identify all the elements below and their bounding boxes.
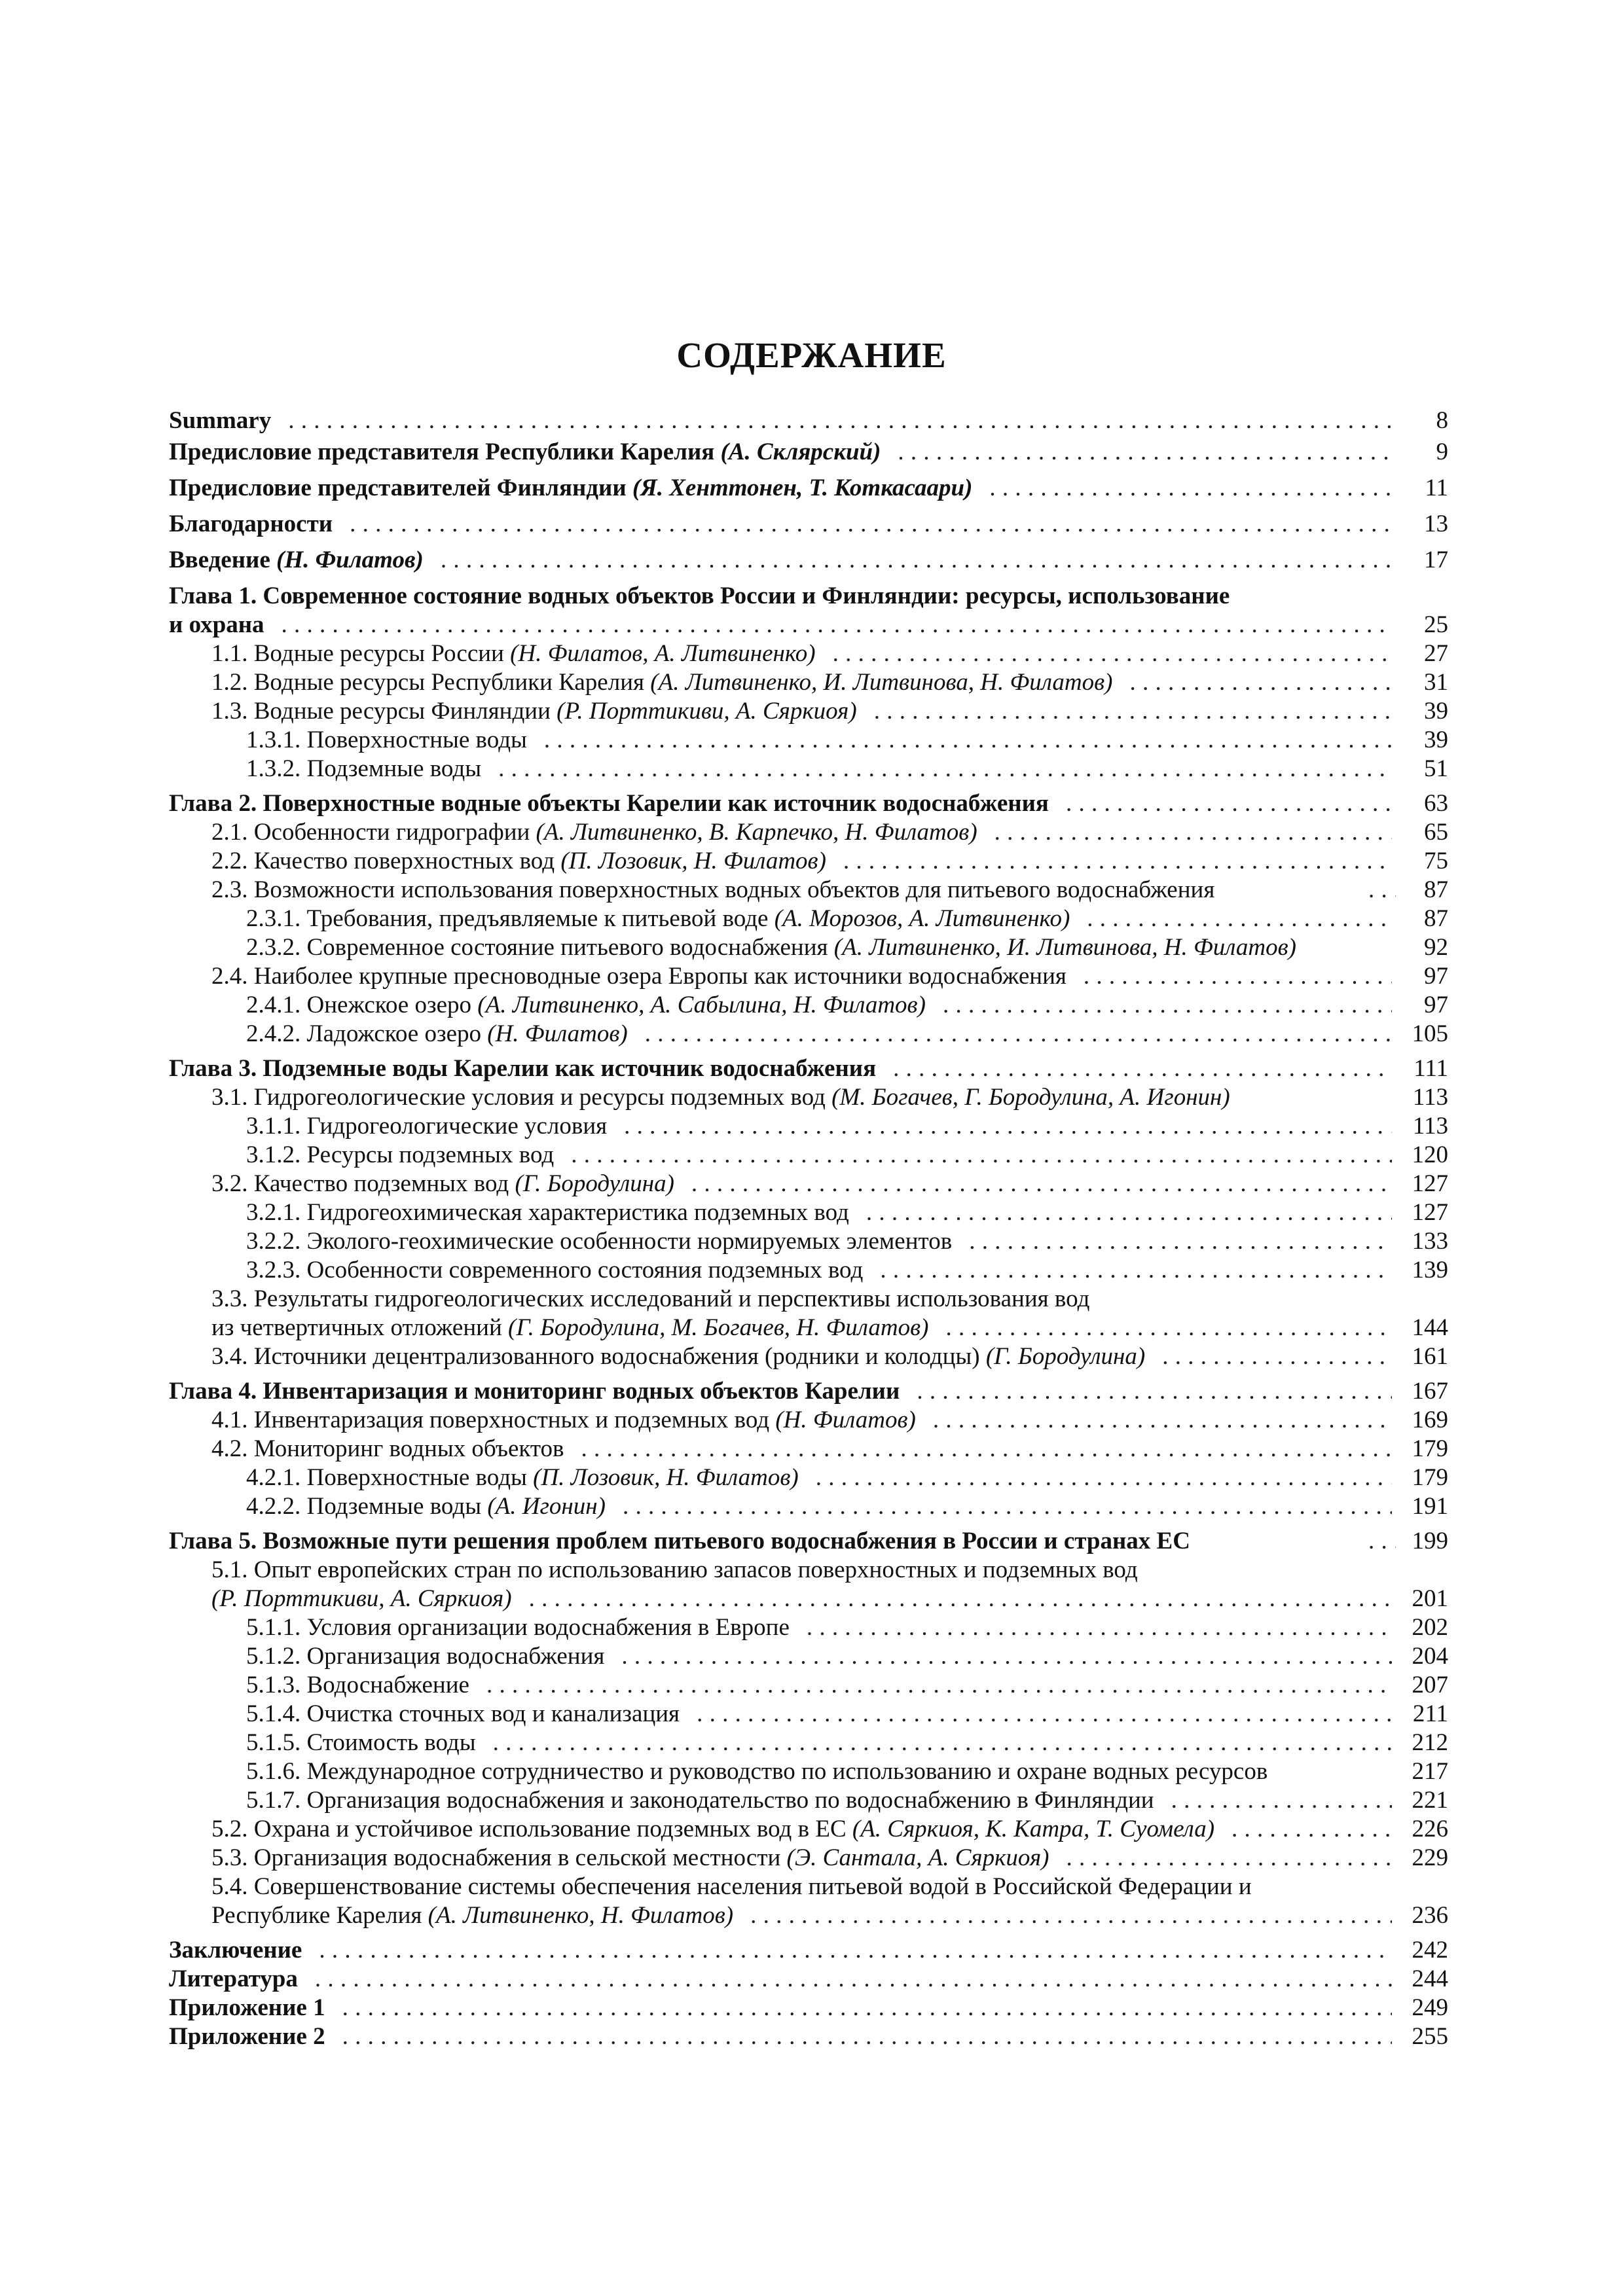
toc-entry-page: 51	[1424, 755, 1448, 782]
toc-entry-label: Глава 3. Подземные воды Карелии как источник водоснабжения	[169, 1055, 877, 1082]
toc-entry-title	[211, 1872, 1252, 1901]
toc-entry-title	[246, 1728, 476, 1757]
toc-entry-page: 217	[1412, 1758, 1448, 1785]
toc-entry-page: 113	[1412, 1084, 1448, 1111]
toc-entry[interactable]	[169, 961, 1448, 991]
toc-entry[interactable]	[169, 1993, 1448, 2022]
toc-entry-page: 229	[1412, 1844, 1448, 1871]
toc-entry-title	[246, 1492, 606, 1521]
toc-entry[interactable]	[169, 1342, 1448, 1371]
toc-entry-page: 111	[1413, 1055, 1448, 1082]
dot-leader	[1066, 1843, 1392, 1873]
toc-entry-label: 5.1.6. Международное сотрудничество и руководство по использованию и охране водных ресурсов	[246, 1758, 1268, 1785]
dot-leader	[1084, 961, 1392, 991]
toc-entry-page: 201	[1412, 1585, 1448, 1612]
dot-leader	[621, 1641, 1392, 1671]
toc-entry-label: 3.2.1. Гидрогеохимическая характеристика подземных вод	[246, 1199, 849, 1226]
toc-entry-authors: (Н. Филатов)	[775, 1407, 916, 1433]
toc-entry-label: 5.3. Организация водоснабжения в сельской местности	[211, 1844, 781, 1871]
toc-entry-title	[211, 1814, 1214, 1844]
toc-entry-page: 236	[1412, 1902, 1448, 1929]
toc-entry-label: из четвертичных отложений	[211, 1314, 502, 1341]
toc-entry[interactable]	[169, 1083, 1448, 1112]
page-title: СОДЕРЖАНИЕ	[676, 335, 947, 375]
toc-entry-authors: (Р. Порттикиви, А. Сяркиоя)	[556, 698, 857, 725]
toc-entry-page: 27	[1424, 640, 1448, 667]
toc-entry-page: 226	[1412, 1816, 1448, 1842]
toc-entry-page: 144	[1412, 1314, 1448, 1341]
toc-entry-title	[246, 1641, 604, 1671]
toc-entry[interactable]	[169, 437, 1448, 467]
dot-leader	[893, 1054, 1392, 1083]
toc-entry-title	[246, 1255, 863, 1285]
toc-entry[interactable]	[169, 1843, 1448, 1873]
toc-entry-page: 31	[1424, 669, 1448, 696]
toc-entry-authors: (Я. Хенттонен, Т. Коткасаари)	[632, 475, 973, 501]
table-of-contents	[169, 0, 1448, 2296]
toc-entry-title	[211, 961, 1067, 991]
toc-entry-page: 65	[1424, 819, 1448, 846]
toc-entry-page: 191	[1412, 1493, 1448, 1520]
toc-entry[interactable]	[169, 1198, 1448, 1227]
toc-entry[interactable]	[169, 1169, 1448, 1198]
toc-entry[interactable]	[169, 1699, 1448, 1729]
toc-entry-title	[169, 1376, 900, 1406]
toc-entry[interactable]	[169, 509, 1448, 539]
toc-entry-label: Summary	[169, 407, 272, 434]
toc-entry-title	[246, 1111, 607, 1141]
toc-entry-page: 202	[1412, 1614, 1448, 1641]
dot-leader	[833, 639, 1392, 668]
toc-entry-label: 4.1. Инвентаризация поверхностных и подземных вод	[211, 1407, 770, 1433]
toc-entry-page: 139	[1412, 1257, 1448, 1283]
toc-entry-title	[211, 668, 1112, 697]
toc-entry-page: 39	[1424, 726, 1448, 753]
toc-entry-label: 2.4.2. Ладожское озеро	[246, 1020, 481, 1047]
toc-entry-page: 169	[1412, 1407, 1448, 1433]
toc-entry-title	[169, 1054, 876, 1083]
toc-entry-page: 105	[1412, 1020, 1448, 1047]
toc-entry-label: 3.1.1. Гидрогеологические условия	[246, 1113, 608, 1139]
toc-entry-page: 75	[1424, 848, 1448, 874]
toc-entry-authors: (А. Игонин)	[487, 1493, 606, 1520]
toc-entry-authors: (Э. Сантала, А. Сяркиоя)	[786, 1844, 1049, 1871]
toc-entry-label: 3.4. Источники децентрализованного водоснабжения (родники и колодцы)	[211, 1343, 980, 1370]
toc-entry-label: 5.1.2. Организация водоснабжения	[246, 1643, 605, 1670]
toc-entry[interactable]	[169, 1463, 1448, 1492]
toc-entry[interactable]	[169, 1434, 1448, 1463]
toc-entry[interactable]	[169, 473, 1448, 503]
toc-entry-title	[246, 1670, 469, 1700]
toc-entry-page: 242	[1412, 1937, 1448, 1964]
toc-entry-title	[169, 2022, 325, 2051]
toc-entry-label: 3.2.3. Особенности современного состояния подземных вод	[246, 1257, 864, 1283]
toc-entry-page: 204	[1412, 1643, 1448, 1670]
dot-leader	[994, 817, 1392, 847]
toc-entry-title	[246, 904, 1070, 933]
toc-entry-title	[211, 1901, 733, 1930]
dot-leader	[624, 1111, 1392, 1141]
toc-entry-title	[211, 1169, 674, 1198]
toc-entry-page: 127	[1412, 1199, 1448, 1226]
toc-entry-title	[246, 725, 527, 755]
toc-entry-page: 133	[1412, 1228, 1448, 1255]
toc-entry[interactable]	[169, 1111, 1448, 1141]
toc-entry-label: 5.1.1. Условия организации водоснабжения в Европе	[246, 1614, 790, 1641]
toc-entry-label: 3.1.2. Ресурсы подземных вод	[246, 1141, 555, 1168]
toc-entry-title	[211, 1584, 512, 1613]
toc-entry-label: 2.4. Наиболее крупные пресноводные озера Европы как источники водоснабжения	[211, 963, 1067, 990]
toc-entry[interactable]	[169, 610, 1448, 639]
toc-entry-title	[211, 1405, 916, 1435]
toc-entry-label: Приложение 2	[169, 2023, 325, 2050]
toc-entry-label: 2.3.1. Требования, предъявляемые к питьевой воде	[246, 905, 769, 932]
toc-entry[interactable]	[169, 2022, 1448, 2051]
toc-entry[interactable]	[169, 817, 1448, 847]
toc-entry-page: 39	[1424, 698, 1448, 725]
toc-entry-label: 3.2.2. Эколого-геохимические особенности нормируемых элементов	[246, 1228, 953, 1255]
toc-entry-title	[211, 696, 857, 726]
toc-entry-authors: (Г. Бородулина)	[515, 1170, 674, 1197]
toc-entry-title	[211, 875, 1214, 905]
toc-entry-title	[246, 1019, 628, 1049]
toc-entry-label: 5.4. Совершенствование системы обеспечения населения питьевой водой в Российской Федерации и	[211, 1873, 1252, 1900]
dot-leader	[969, 1227, 1392, 1256]
dot-leader	[691, 1169, 1392, 1198]
toc-entry-page: 25	[1424, 611, 1448, 638]
toc-entry-authors: (А. Литвиненко, И. Литвинова, Н. Филатов)	[650, 669, 1113, 696]
toc-entry[interactable]	[169, 904, 1448, 933]
toc-entry-label: 1.1. Водные ресурсы России	[211, 640, 504, 667]
toc-entry-label: Глава 4. Инвентаризация и мониторинг водных объектов Карелии	[169, 1378, 900, 1405]
toc-entry[interactable]	[169, 846, 1448, 876]
toc-entry-page: 13	[1424, 511, 1448, 537]
toc-entry[interactable]	[169, 668, 1448, 697]
toc-entry-page: 97	[1424, 963, 1448, 990]
toc-entry-title	[211, 1284, 1089, 1314]
dot-leader	[623, 1492, 1392, 1521]
dot-leader	[898, 437, 1392, 467]
toc-entry-label: 1.3.2. Подземные воды	[246, 755, 482, 782]
toc-entry-label: 4.2.2. Подземные воды	[246, 1493, 482, 1520]
toc-entry[interactable]	[169, 1757, 1448, 1786]
toc-entry-authors: (П. Лозовик, Н. Филатов)	[560, 848, 826, 874]
toc-entry-page: 11	[1425, 475, 1448, 501]
toc-entry-title	[246, 1140, 554, 1170]
toc-entry[interactable]	[169, 639, 1448, 668]
toc-entry-title	[211, 1342, 1145, 1371]
toc-entry-title	[246, 1463, 799, 1492]
toc-entry-title	[246, 1613, 790, 1642]
toc-entry-page: 255	[1412, 2023, 1448, 2050]
toc-entry-label: Введение	[169, 547, 270, 573]
toc-entry-authors: (А. Литвиненко, Н. Филатов)	[428, 1902, 734, 1929]
toc-entry-page: 212	[1412, 1729, 1448, 1756]
toc-entry-label: 1.3. Водные ресурсы Финляндии	[211, 698, 551, 725]
toc-entry-label: 2.4.1. Онежское озеро	[246, 992, 472, 1018]
toc-entry-authors: (Г. Бородулина, М. Богачев, Н. Филатов)	[508, 1314, 929, 1341]
toc-entry-title	[246, 754, 481, 783]
toc-entry-page: 249	[1412, 1994, 1448, 2021]
dot-leader	[1162, 1342, 1392, 1371]
toc-entry-label: 1.2. Водные ресурсы Республики Карелия	[211, 669, 645, 696]
dot-leader	[645, 1019, 1392, 1049]
toc-entry[interactable]	[169, 1814, 1448, 1844]
dot-leader	[350, 509, 1392, 539]
toc-entry[interactable]	[169, 1227, 1448, 1256]
toc-entry[interactable]	[169, 545, 1448, 575]
toc-entry-title	[246, 1785, 1154, 1815]
toc-entry-page: 17	[1424, 547, 1448, 573]
toc-entry[interactable]	[169, 1641, 1448, 1671]
dot-leader	[441, 545, 1392, 575]
toc-entry[interactable]	[169, 696, 1448, 726]
dot-leader	[493, 1728, 1392, 1757]
toc-entry-page: 97	[1424, 992, 1448, 1018]
toc-entry-label: 2.3.2. Современное состояние питьевого водоснабжения	[246, 934, 828, 961]
toc-entry-title	[211, 817, 977, 847]
toc-entry[interactable]	[169, 1284, 1448, 1314]
toc-entry-title	[211, 1555, 1138, 1585]
toc-entry-label: Глава 2. Поверхностные водные объекты Карелии как источник водоснабжения	[169, 790, 1049, 817]
toc-entry-authors: (П. Лозовик, Н. Филатов)	[533, 1464, 799, 1491]
dot-leader	[874, 696, 1392, 726]
dot-leader	[315, 1964, 1392, 1994]
toc-entry-label: 5.1. Опыт европейских стран по использованию запасов поверхностных и подземных вод	[211, 1556, 1138, 1583]
toc-entry-page: 87	[1424, 905, 1448, 932]
toc-entry[interactable]	[169, 1255, 1448, 1285]
dot-leader	[933, 1405, 1392, 1435]
dot-leader	[1171, 1785, 1392, 1815]
toc-entry[interactable]	[169, 754, 1448, 783]
toc-entry-page: 167	[1412, 1378, 1448, 1405]
dot-leader	[750, 1901, 1392, 1930]
toc-entry-title	[211, 1083, 1230, 1112]
dot-leader	[498, 754, 1392, 783]
toc-entry-title	[246, 933, 1296, 962]
toc-entry-label: Предисловие представителей Финляндии	[169, 475, 627, 501]
toc-entry-page: 87	[1424, 876, 1448, 903]
toc-entry-title	[211, 639, 816, 668]
toc-entry-label: 5.2. Охрана и устойчивое использование подземных вод в ЕС	[211, 1816, 847, 1842]
dot-leader	[486, 1670, 1392, 1700]
toc-entry-label: Литература	[169, 1965, 298, 1992]
toc-entry-label: Приложение 1	[169, 1994, 325, 2021]
dot-leader	[866, 1198, 1392, 1227]
toc-entry[interactable]	[169, 1935, 1448, 1965]
toc-entry[interactable]	[169, 789, 1448, 818]
dot-leader	[943, 990, 1392, 1020]
toc-entry[interactable]	[169, 875, 1448, 905]
toc-entry-page: 221	[1412, 1787, 1448, 1814]
toc-entry[interactable]	[169, 1555, 1448, 1585]
toc-entry[interactable]	[169, 581, 1448, 611]
dot-leader	[342, 1993, 1392, 2022]
toc-entry-label: Глава 5. Возможные пути решения проблем питьевого водоснабжения в России и странах ЕС	[169, 1528, 1190, 1554]
toc-entry[interactable]	[169, 1019, 1448, 1049]
toc-entry[interactable]	[169, 1140, 1448, 1170]
toc-entry[interactable]	[169, 933, 1448, 962]
dot-leader	[544, 725, 1392, 755]
toc-entry[interactable]	[169, 406, 1448, 435]
dot-leader	[816, 1463, 1392, 1492]
toc-entry-page: 127	[1412, 1170, 1448, 1197]
toc-entry-label: 2.3. Возможности использования поверхностных водных объектов для питьевого водоснабжения	[211, 876, 1215, 903]
toc-entry-label: 5.1.3. Водоснабжение	[246, 1672, 469, 1698]
dot-leader	[807, 1613, 1392, 1642]
toc-entry[interactable]	[169, 1492, 1448, 1521]
toc-entry-title	[246, 1699, 680, 1729]
toc-entry-authors: (Р. Порттикиви, А. Сяркиоя)	[211, 1585, 512, 1612]
toc-entry-title	[246, 990, 926, 1020]
toc-entry-authors: (Н. Филатов)	[487, 1020, 628, 1047]
toc-entry-page: 199	[1412, 1528, 1448, 1554]
dot-leader	[282, 610, 1392, 639]
toc-entry-label: 4.2. Мониторинг водных объектов	[211, 1435, 564, 1462]
toc-entry-title	[169, 406, 271, 435]
dot-leader	[342, 2022, 1392, 2051]
toc-entry-page: 211	[1412, 1700, 1448, 1727]
toc-entry-title	[246, 1227, 952, 1256]
toc-entry-title	[211, 846, 826, 876]
toc-entry-page: 179	[1412, 1464, 1448, 1491]
dot-leader	[1066, 789, 1392, 818]
dot-leader	[843, 846, 1392, 876]
toc-entry-page: 113	[1412, 1113, 1448, 1139]
toc-entry[interactable]	[169, 1872, 1448, 1901]
dot-leader	[1087, 904, 1392, 933]
toc-entry-authors: (Н. Филатов)	[276, 547, 424, 573]
toc-entry-label: 4.2.1. Поверхностные воды	[246, 1464, 527, 1491]
toc-entry-label: Заключение	[169, 1937, 302, 1964]
toc-entry-page: 161	[1412, 1343, 1448, 1370]
dot-leader	[989, 473, 1392, 503]
toc-entry[interactable]	[169, 1526, 1448, 1556]
toc-entry-authors: (А. Склярский)	[720, 439, 881, 465]
dot-leader	[1231, 1814, 1392, 1844]
toc-entry-title	[169, 473, 972, 503]
toc-entry-label: 2.2. Качество поверхностных вод	[211, 848, 555, 874]
toc-entry-label: 5.1.4. Очистка сточных вод и канализация	[246, 1700, 680, 1727]
dot-leader	[571, 1140, 1392, 1170]
toc-entry[interactable]	[169, 1670, 1448, 1700]
toc-entry[interactable]	[169, 1613, 1448, 1642]
dot-leader	[1129, 668, 1392, 697]
toc-entry[interactable]	[169, 1785, 1448, 1815]
toc-entry-label: 5.1.7. Организация водоснабжения и законодательство по водоснабжению в Финляндии	[246, 1787, 1154, 1814]
toc-entry-page: 244	[1412, 1965, 1448, 1992]
toc-entry-title	[169, 1526, 1190, 1556]
toc-entry-label: Республике Карелия	[211, 1902, 422, 1929]
toc-entry-title	[169, 437, 881, 467]
toc-entry-label: 5.1.5. Стоимость воды	[246, 1729, 476, 1756]
toc-entry-title	[169, 545, 424, 575]
toc-entry[interactable]	[169, 1313, 1448, 1342]
toc-entry-authors: (А. Литвиненко, И. Литвинова, Н. Филатов)	[833, 934, 1296, 961]
toc-entry-title	[211, 1313, 928, 1342]
toc-entry-title	[246, 1757, 1267, 1786]
toc-entry-title	[169, 1964, 298, 1994]
toc-entry-title	[246, 1198, 849, 1227]
dot-leader	[917, 1376, 1392, 1406]
toc-entry[interactable]	[169, 1964, 1448, 1994]
toc-entry-page: 179	[1412, 1435, 1448, 1462]
toc-entry[interactable]	[169, 1054, 1448, 1083]
toc-entry-title	[169, 581, 1230, 611]
toc-entry-authors: (А. Литвиненко, В. Карпечко, Н. Филатов)	[536, 819, 977, 846]
toc-entry-label: Глава 1. Современное состояние водных объектов России и Финляндии: ресурсы, использование	[169, 583, 1230, 609]
toc-entry-authors: (А. Морозов, А. Литвиненко)	[774, 905, 1070, 932]
dot-leader	[319, 1935, 1392, 1965]
toc-entry-title	[211, 1843, 1049, 1873]
toc-entry-title	[169, 1993, 325, 2022]
dot-leader	[880, 1255, 1392, 1285]
toc-entry-page: 92	[1424, 934, 1448, 961]
toc-entry-page: 63	[1424, 790, 1448, 817]
toc-entry-page: 9	[1436, 439, 1448, 465]
toc-entry-authors: (М. Богачев, Г. Бородулина, А. Игонин)	[831, 1084, 1230, 1111]
toc-entry-title	[169, 610, 264, 639]
toc-entry-title	[169, 789, 1049, 818]
toc-entry[interactable]	[169, 1405, 1448, 1435]
toc-entry-label: 2.1. Особенности гидрографии	[211, 819, 530, 846]
dot-leader	[288, 406, 1392, 435]
toc-entry[interactable]	[169, 1376, 1448, 1406]
toc-entry-label: 1.3.1. Поверхностные воды	[246, 726, 527, 753]
toc-entry[interactable]	[169, 725, 1448, 755]
dot-leader	[697, 1699, 1392, 1729]
toc-entry-authors: (А. Сяркиоя, К. Катра, Т. Суомела)	[852, 1816, 1215, 1842]
toc-entry-title	[169, 509, 333, 539]
toc-entry-label: Благодарности	[169, 511, 333, 537]
toc-entry-page: 120	[1412, 1141, 1448, 1168]
toc-entry-label: Предисловие представителя Республики Карелия	[169, 439, 715, 465]
toc-entry[interactable]	[169, 1584, 1448, 1613]
toc-entry-authors: (Г. Бородулина)	[985, 1343, 1146, 1370]
dot-leader	[1368, 1526, 1396, 1556]
toc-entry-page: 8	[1436, 407, 1448, 434]
toc-entry[interactable]	[169, 990, 1448, 1020]
toc-entry[interactable]	[169, 1901, 1448, 1930]
toc-entry-authors: (А. Литвиненко, А. Сабылина, Н. Филатов)	[477, 992, 926, 1018]
toc-entry[interactable]	[169, 1728, 1448, 1757]
toc-entry-label: 3.1. Гидрогеологические условия и ресурсы подземных вод	[211, 1084, 826, 1111]
toc-entry-title	[211, 1434, 564, 1463]
toc-entry-label: 3.2. Качество подземных вод	[211, 1170, 509, 1197]
toc-entry-title	[169, 1935, 302, 1965]
dot-leader	[945, 1313, 1392, 1342]
toc-entry-authors: (Н. Филатов, А. Литвиненко)	[510, 640, 816, 667]
toc-entry-label: и охрана	[169, 611, 264, 638]
dot-leader	[529, 1584, 1392, 1613]
dot-leader	[1368, 875, 1396, 905]
dot-leader	[581, 1434, 1392, 1463]
toc-entry-page: 207	[1412, 1672, 1448, 1698]
toc-entry-label: 3.3. Результаты гидрогеологических исследований и перспективы использования вод	[211, 1285, 1090, 1312]
